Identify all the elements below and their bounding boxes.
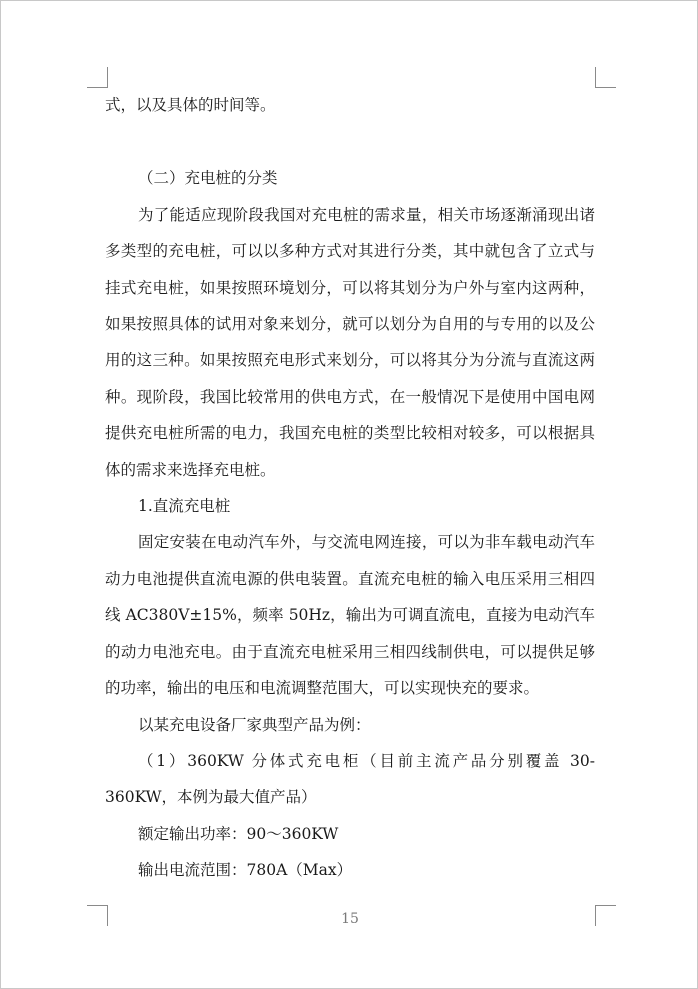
subsection-heading: 1.直流充电桩 <box>138 497 231 516</box>
spec-output-current: 输出电流范围：780A（Max） <box>138 861 353 880</box>
section-heading: （二）充电桩的分类 <box>138 169 278 188</box>
crop-mark-top-left <box>87 67 108 88</box>
crop-mark-top-right <box>595 67 616 88</box>
paragraph-dc-charger: 固定安装在电动汽车外，与交流电网连接，可以为非车载电动汽车动力电池提供直流电源的供电装置。直流充电桩的输入电压采用三相四线 AC380V±15%，频率 50Hz，输出为可调直流电，直接为电动汽车的动力电池充电。由于直流充电桩采用三相四线制供电，可以提供足够的功率，输出的电压和电流调整范围大，可以实现快充的要求。 <box>105 533 595 698</box>
paragraph-example-intro: 以某充电设备厂家典型产品为例： <box>138 715 371 734</box>
page-number: 15 <box>341 911 359 927</box>
paragraph-continued: 式，以及具体的时间等。 <box>105 96 276 114</box>
page-body <box>105 87 595 889</box>
paragraph-gap <box>105 123 595 160</box>
paragraph-classification: 为了能适应现阶段我国对充电桩的需求量，相关市场逐渐涌现出诸多类型的充电桩，可以以多种方式对其进行分类，其中就包含了立式与挂式充电桩，如果按照环境划分，可以将其划分为户外与室内这两种，如果按照具体的试用对象来划分，就可以划分为自用的与专用的以及公用的这三种。如果按照充电形式来划分，可以将其分为分流与直流这两种。现阶段，我国比较常用的供电方式，在一般情况下是使用中国电网提供充电桩所需的电力，我国充电桩的类型比较相对较多，可以根据具体的需求来选择充电桩。 <box>105 205 595 479</box>
spec-rated-power: 额定输出功率：90～360KW <box>138 824 339 843</box>
paragraph-product-item: （1）360KW 分体式充电柜（目前主流产品分别覆盖 30-360KW，本例为最大值产品） <box>105 751 595 807</box>
